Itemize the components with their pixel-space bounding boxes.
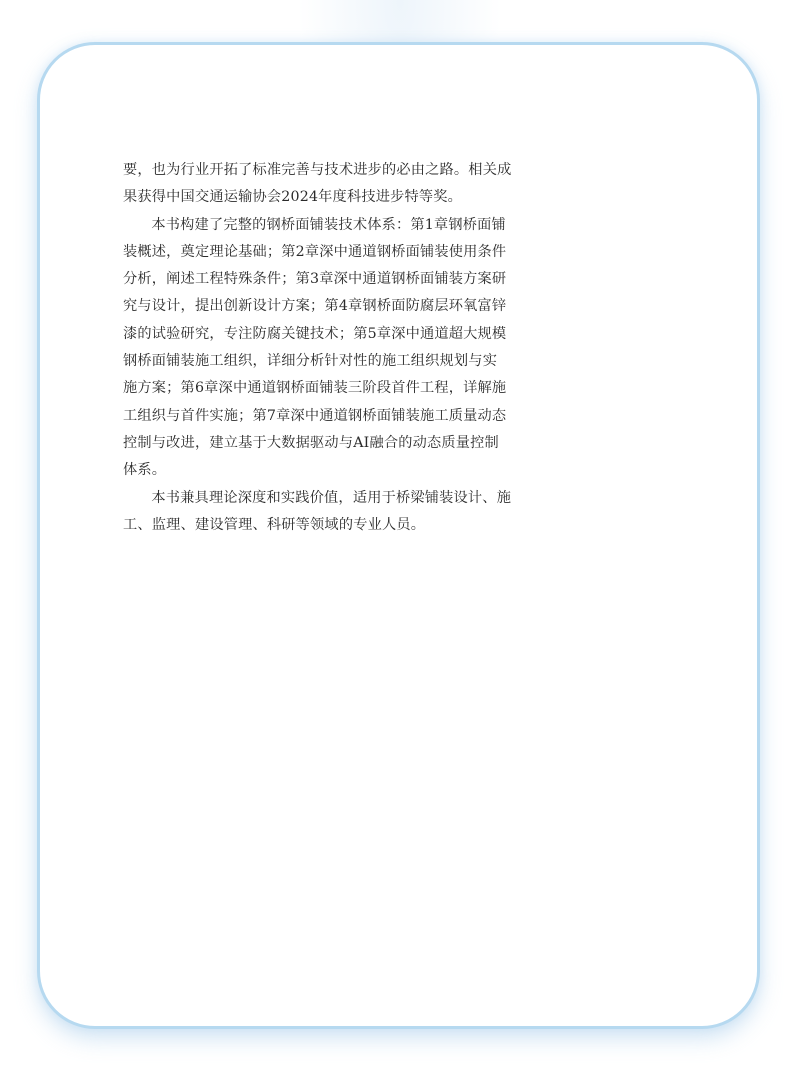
text-line: 工组织与首件实施；第7章深中通道钢桥面铺装施工质量动态 — [123, 407, 507, 424]
text-line: 分析，阐述工程特殊条件；第3章深中通道钢桥面铺装方案研 — [123, 271, 507, 288]
text-line: 钢桥面铺装施工组织，详细分析针对性的施工组织规划与实 — [123, 353, 498, 370]
text-line: 控制与改进，建立基于大数据驱动与AI融合的动态质量控制 — [123, 434, 499, 451]
paragraph-1 — [123, 157, 513, 212]
text-line: 施方案；第6章深中通道钢桥面铺装三阶段首件工程，详解施 — [123, 380, 507, 397]
text-line: 工、监理、建设管理、科研等领域的专业人员。 — [123, 516, 426, 533]
paragraph-2 — [123, 212, 513, 485]
text-line: 本书兼具理论深度和实践价值，适用于桥梁铺装设计、施 — [151, 489, 512, 506]
text-line: 体系。 — [123, 462, 167, 479]
text-line: 要，也为行业开拓了标准完善与技术进步的必由之路。相关成 — [123, 162, 512, 178]
text-line: 装概述，奠定理论基础；第2章深中通道钢桥面铺装使用条件 — [123, 243, 507, 260]
text-line: 漆的试验研究，专注防腐关键技术；第5章深中通道超大规模 — [123, 325, 507, 342]
text-line: 究与设计，提出创新设计方案；第4章钢桥面防腐层环氧富锌 — [123, 298, 507, 315]
text-line: 本书构建了完整的钢桥面铺装技术体系：第1章钢桥面铺 — [151, 216, 506, 233]
paragraph-3 — [123, 485, 513, 540]
text-line: 果获得中国交通运输协会2024年度科技进步特等奖。 — [123, 189, 463, 206]
book-description-text — [123, 157, 513, 539]
